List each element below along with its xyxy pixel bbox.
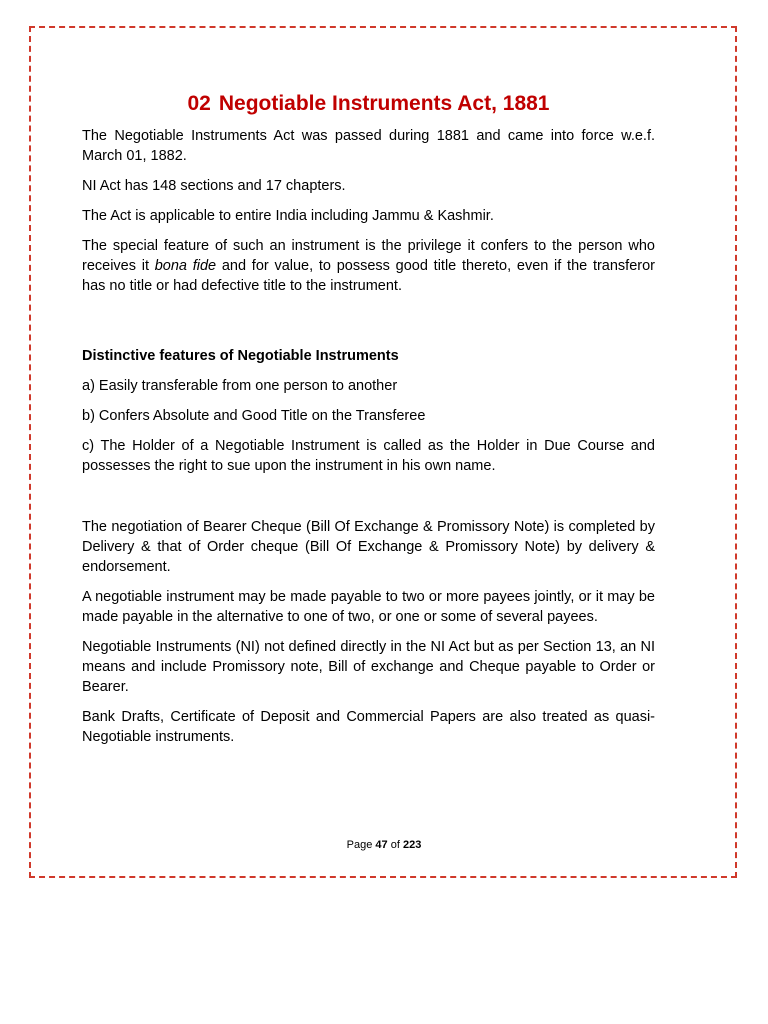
feature-text-italic: bona fide [154, 258, 217, 274]
section-spacer [82, 306, 655, 346]
page-title [82, 90, 655, 118]
section-spacer [82, 486, 655, 517]
feature-item: c) The Holder of a Negotiable Instrument is called as the Holder in Due Course and possesses the right to sue upon the instrument in his own name. [82, 438, 655, 474]
intro-paragraph: The Act is applicable to entire India including Jammu & Kashmir. [82, 208, 494, 224]
footer-page-total: 223 [402, 839, 422, 851]
closing-paragraph: The negotiation of Bearer Cheque (Bill Of Exchange & Promissory Note) is completed by Delivery & that of Order cheque (Bill Of Exchange & Promissory Note) by delivery & endorsement. [82, 519, 655, 575]
features-heading: Distinctive features of Negotiable Instruments [82, 348, 399, 364]
feature-item: b) Confers Absolute and Good Title on the Transferee [82, 408, 426, 424]
intro-paragraph: NI Act has 148 sections and 17 chapters. [82, 178, 346, 194]
feature-text-before: The special feature of such an instrument is the privilege it confers to the person who receives it [82, 238, 655, 274]
footer-page-current: 47 [375, 839, 388, 851]
closing-paragraph: A negotiable instrument may be made payable to two or more payees jointly, or it may be made payable in the alternative to one of two, or one or some of several payees. [82, 589, 655, 625]
feature-item: a) Easily transferable from one person to another [82, 378, 398, 394]
page-content [82, 90, 655, 757]
intro-paragraph: The Negotiable Instruments Act was passed during 1881 and came into force w.e.f. March 01, 1882. [82, 128, 655, 164]
footer-of-label: of [390, 839, 400, 851]
title-number: 02 [187, 92, 211, 115]
special-feature-paragraph [82, 236, 655, 296]
title-text: Negotiable Instruments Act, 1881 [218, 92, 550, 115]
feature-text-after: and for value, to possess good title thereto, even if the transferor has no title or had defective title to the instrument. [82, 258, 656, 294]
footer-page-label: Page [346, 839, 373, 851]
closing-paragraph: Negotiable Instruments (NI) not defined directly in the NI Act but as per Section 13, an NI means and include Promissory note, Bill of exchange and Cheque payable to Order or Bearer. [82, 639, 655, 695]
page-footer [0, 838, 768, 852]
closing-paragraph: Bank Drafts, Certificate of Deposit and Commercial Papers are also treated as quasi-Negotiable instruments. [82, 709, 655, 745]
